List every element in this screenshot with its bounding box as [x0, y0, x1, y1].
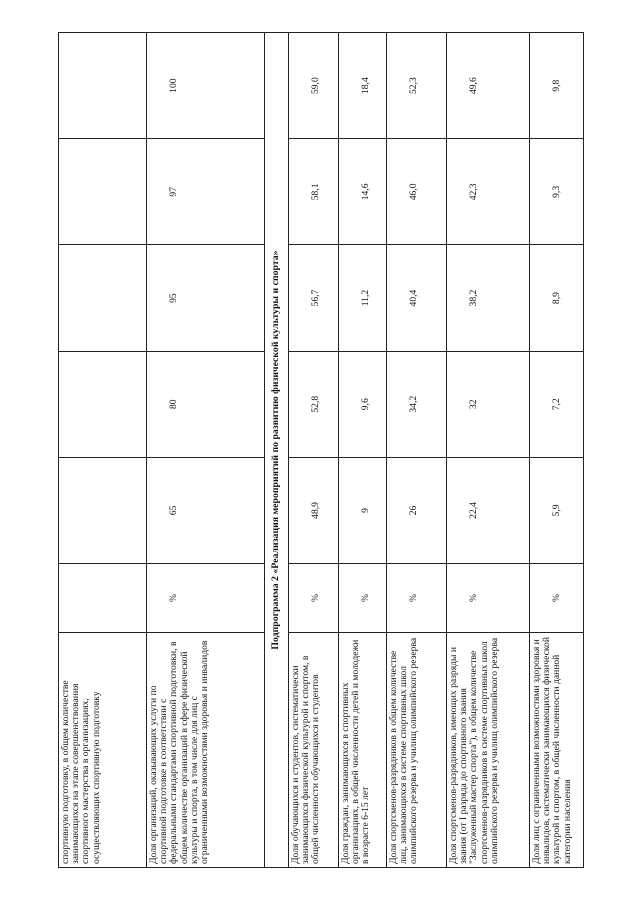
value-cell: 9,6: [339, 351, 387, 457]
indicator-description: Доля лиц с ограниченными возможностями здоровья и инвалидов, систематически занимающихся физической культурой и спортом, в общей численности данной категории населения: [530, 633, 584, 868]
value-cell: [59, 245, 147, 351]
value-cell: 65: [147, 457, 265, 563]
value-cell: 52,8: [289, 351, 339, 457]
table-row: [447, 33, 530, 868]
value-cell: 32: [447, 351, 530, 457]
value-cell: [59, 139, 147, 245]
indicator-description: Доля граждан, занимающихся в спортивных организациях, в общей численности детей и молодежи в возрасте 6-15 лет: [339, 633, 387, 868]
value-cell: 48,9: [289, 457, 339, 563]
value-cell: 26: [387, 457, 447, 563]
value-cell: 46,0: [387, 139, 447, 245]
value-cell: 8,9: [530, 245, 584, 351]
value-cell: [59, 457, 147, 563]
value-cell: 52,3: [387, 33, 447, 139]
unit-cell: %: [339, 564, 387, 633]
table-row: [59, 33, 147, 868]
value-cell: 9,3: [530, 139, 584, 245]
rotated-page: [58, 32, 583, 868]
value-cell: 42,3: [447, 139, 530, 245]
value-cell: 7,2: [530, 351, 584, 457]
unit-cell: %: [147, 564, 265, 633]
indicator-description: Доля спортсменов-разрядников, имеющих разряды и звания (от I разряда до спортивного звания "Заслуженный мастер спорта"), в общем количестве спортсменов-разрядников в системе спортивных школ олимпийского резерва и училищ олимпийского резерва: [447, 633, 530, 868]
value-cell: 49,6: [447, 33, 530, 139]
value-cell: [59, 33, 147, 139]
indicator-description: Доля обучающихся и студентов, систематически занимающихся физической культурой и спортом, в общей численности обучающихся и студентов: [289, 633, 339, 868]
value-cell: 40,4: [387, 245, 447, 351]
unit-cell: %: [447, 564, 530, 633]
unit-cell: %: [289, 564, 339, 633]
value-cell: 14,6: [339, 139, 387, 245]
indicator-description: Доля организаций, оказывающих услуги по спортивной подготовке в соответствии с федеральными стандартами спортивной подготовки, в общем количестве организаций в сфере физической культуры и спорта, в том числе для лиц с ограниченными возможностями здоровья и инвалидов: [147, 633, 265, 868]
unit-cell: %: [387, 564, 447, 633]
value-cell: 38,2: [447, 245, 530, 351]
value-cell: 59,0: [289, 33, 339, 139]
value-cell: 9,8: [530, 33, 584, 139]
value-cell: 5,9: [530, 457, 584, 563]
indicator-description: Доля спортсменов-разрядников в общем количестве лиц, занимающихся в системе спортивных школ олимпийского резерва и училищ олимпийского резерва: [387, 633, 447, 868]
value-cell: 80: [147, 351, 265, 457]
value-cell: 11,2: [339, 245, 387, 351]
value-cell: 34,2: [387, 351, 447, 457]
value-cell: 22,4: [447, 457, 530, 563]
value-cell: 9: [339, 457, 387, 563]
value-cell: 97: [147, 139, 265, 245]
value-cell: 95: [147, 245, 265, 351]
indicator-description: спортивную подготовку, в общем количестве занимающихся на этапе совершенствования спортивного мастерства в организациях, осуществляющих спортивную подготовку: [59, 633, 147, 868]
table-row: [289, 33, 339, 868]
subprogram-title: Подпрограмма 2 «Реализация мероприятий по развитию физической культуры и спорта»: [265, 33, 289, 868]
subprogram-header-row: [265, 33, 289, 868]
unit-cell: %: [530, 564, 584, 633]
value-cell: [59, 351, 147, 457]
indicators-table: [58, 32, 584, 868]
value-cell: 56,7: [289, 245, 339, 351]
value-cell: 100: [147, 33, 265, 139]
table-row: [530, 33, 584, 868]
value-cell: 58,1: [289, 139, 339, 245]
table-row: [387, 33, 447, 868]
unit-cell: [59, 564, 147, 633]
table-row: [339, 33, 387, 868]
value-cell: 18,4: [339, 33, 387, 139]
table-row: [147, 33, 265, 868]
